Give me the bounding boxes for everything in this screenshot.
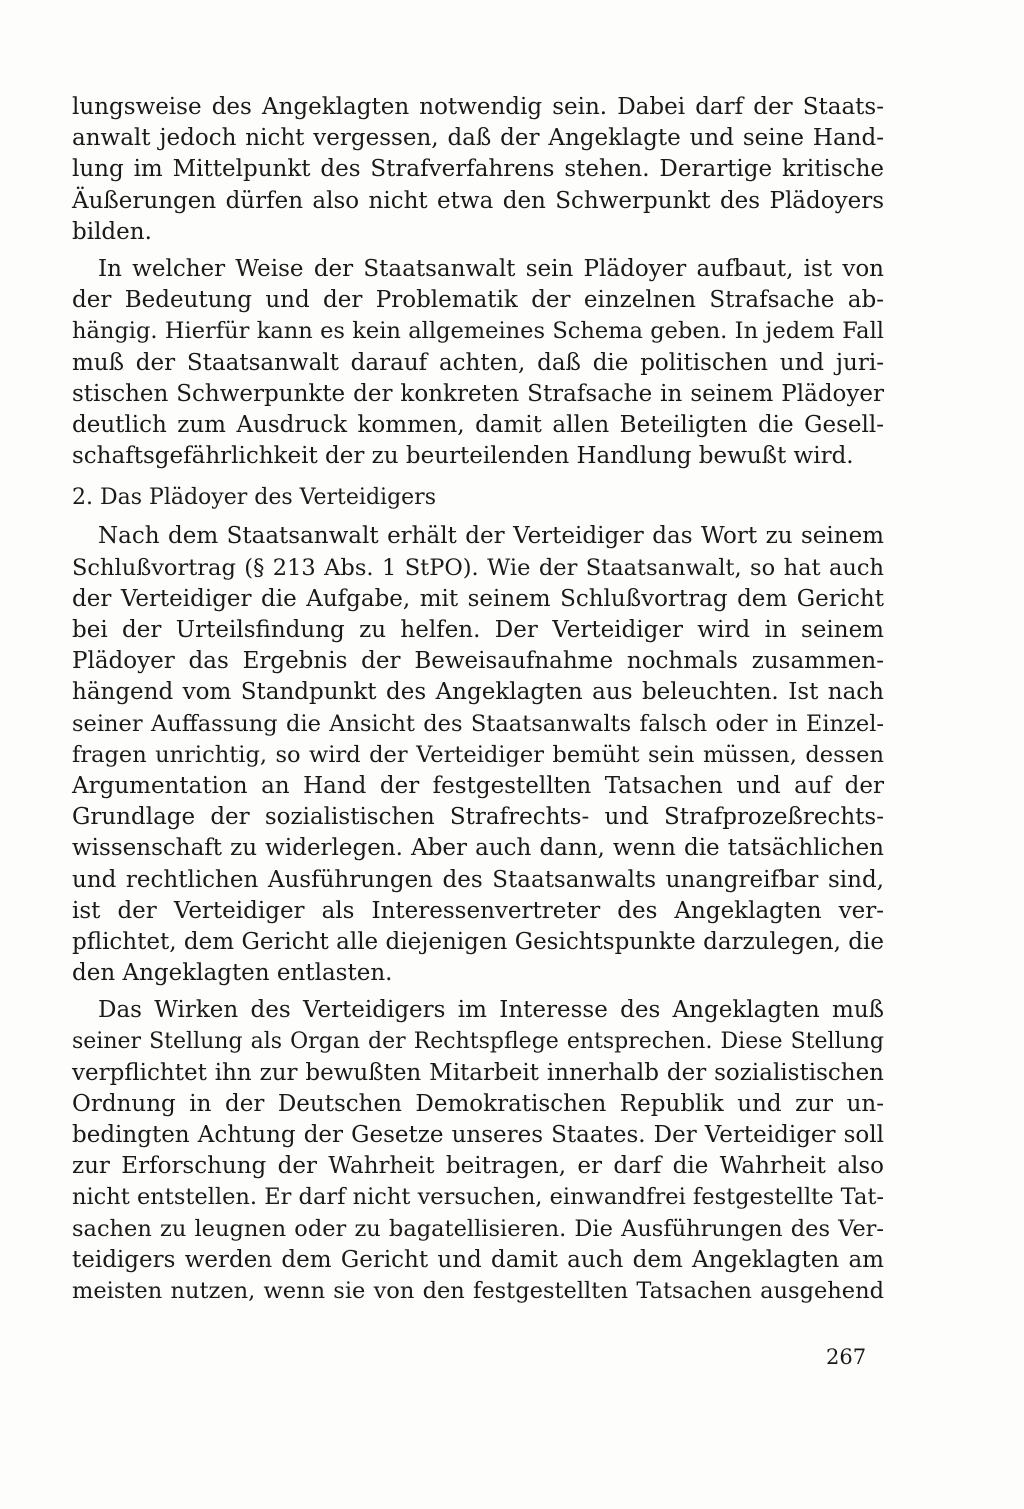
section-heading: 2. Das Plädoyer des Verteidigers <box>72 485 436 511</box>
page-number: 267 <box>826 1345 867 1369</box>
text-line: hängig. Hierfür kann es kein allgemeines Schema geben. In jedem Fall <box>72 318 884 345</box>
text-line: wissenschaft zu widerlegen. Aber auch dann, wenn die tatsächlichen <box>72 835 884 862</box>
text-line: der Verteidiger die Aufgabe, mit seinem Schlußvortrag dem Gericht <box>72 585 884 612</box>
text-line: Äußerungen dürfen also nicht etwa den Schwerpunkt des Plädoyers <box>72 187 884 214</box>
text-line: Argumentation an Hand der festgestellten Tatsachen und auf der <box>72 772 884 799</box>
text-line: teidigers werden dem Gericht und damit auch dem Angeklagten am <box>72 1246 884 1273</box>
text-line: verpflichtet ihn zur bewußten Mitarbeit innerhalb der sozialistischen <box>72 1059 884 1086</box>
text-line: deutlich zum Ausdruck kommen, damit allen Beteiligten die Gesell- <box>72 411 884 438</box>
text-line: lungsweise des Angeklagten notwendig sein. Dabei darf der Staats- <box>72 94 884 120</box>
text-line: seiner Auffassung die Ansicht des Staatsanwalts falsch oder in Einzel- <box>72 710 884 737</box>
text-line: anwalt jedoch nicht vergessen, daß der Angeklagte und seine Hand- <box>72 125 884 152</box>
text-line: bilden. <box>72 218 152 245</box>
text-line: ist der Verteidiger als Interessenvertreter des Angeklagten ver- <box>72 897 884 924</box>
text-line: Nach dem Staatsanwalt erhält der Verteidiger das Wort zu seinem <box>98 523 884 550</box>
text-line: Plädoyer das Ergebnis der Beweisaufnahme nochmals zusammen- <box>72 648 884 675</box>
text-line: stischen Schwerpunkte der konkreten Strafsache in seinem Plädoyer <box>72 380 884 407</box>
text-line: sachen zu leugnen oder zu bagatellisieren. Die Ausführungen des Ver- <box>72 1215 884 1242</box>
text-line: Ordnung in der Deutschen Demokratischen Republik und zur un- <box>72 1090 884 1117</box>
text-line: zur Erforschung der Wahrheit beitragen, er darf die Wahrheit also <box>72 1153 884 1180</box>
text-line: Das Wirken des Verteidigers im Interesse des Angeklagten muß <box>98 997 884 1024</box>
text-line: bei der Urteilsfindung zu helfen. Der Verteidiger wird in seinem <box>72 617 884 643</box>
text-line: bedingten Achtung der Gesetze unseres Staates. Der Verteidiger soll <box>72 1122 884 1148</box>
paragraph-structure <box>72 254 884 472</box>
paragraph-continued <box>72 92 884 248</box>
paragraph-role <box>72 995 884 1307</box>
text-line: der Bedeutung und der Problematik der einzelnen Strafsache ab- <box>72 287 884 314</box>
body-text <box>72 92 884 1307</box>
text-line: meisten nutzen, wenn sie von den festgestellten Tatsachen ausgehend <box>72 1277 884 1304</box>
text-line: seiner Stellung als Organ der Rechtspflege entsprechen. Diese Stellung <box>72 1029 884 1055</box>
text-line: fragen unrichtig, so wird der Verteidiger bemüht sein müssen, dessen <box>72 741 884 768</box>
text-line: nicht entstellen. Er darf nicht versuchen, einwandfrei festgestellte Tat- <box>72 1184 884 1211</box>
text-line: lung im Mittelpunkt des Strafverfahrens stehen. Derartige kritische <box>72 156 884 183</box>
text-line: In welcher Weise der Staatsanwalt sein Plädoyer aufbaut, ist von <box>98 255 884 282</box>
text-line: hängend vom Standpunkt des Angeklagten aus beleuchten. Ist nach <box>72 679 884 706</box>
text-line: muß der Staatsanwalt darauf achten, daß die politischen und juri- <box>72 349 884 376</box>
text-line: Schlußvortrag (§ 213 Abs. 1 StPO). Wie der Staatsanwalt, so hat auch <box>72 554 884 581</box>
paragraph-defender <box>72 521 884 989</box>
text-line: pflichtet, dem Gericht alle diejenigen Gesichtspunkte darzulegen, die <box>72 928 884 955</box>
text-line: und rechtlichen Ausführungen des Staatsanwalts unangreifbar sind, <box>72 866 884 893</box>
text-line: den Angeklagten entlasten. <box>72 960 393 987</box>
text-line: Grundlage der sozialistischen Strafrechts- und Strafprozeßrechts- <box>72 804 884 831</box>
text-line: schaftsgefährlichkeit der zu beurteilenden Handlung bewußt wird. <box>72 443 854 470</box>
